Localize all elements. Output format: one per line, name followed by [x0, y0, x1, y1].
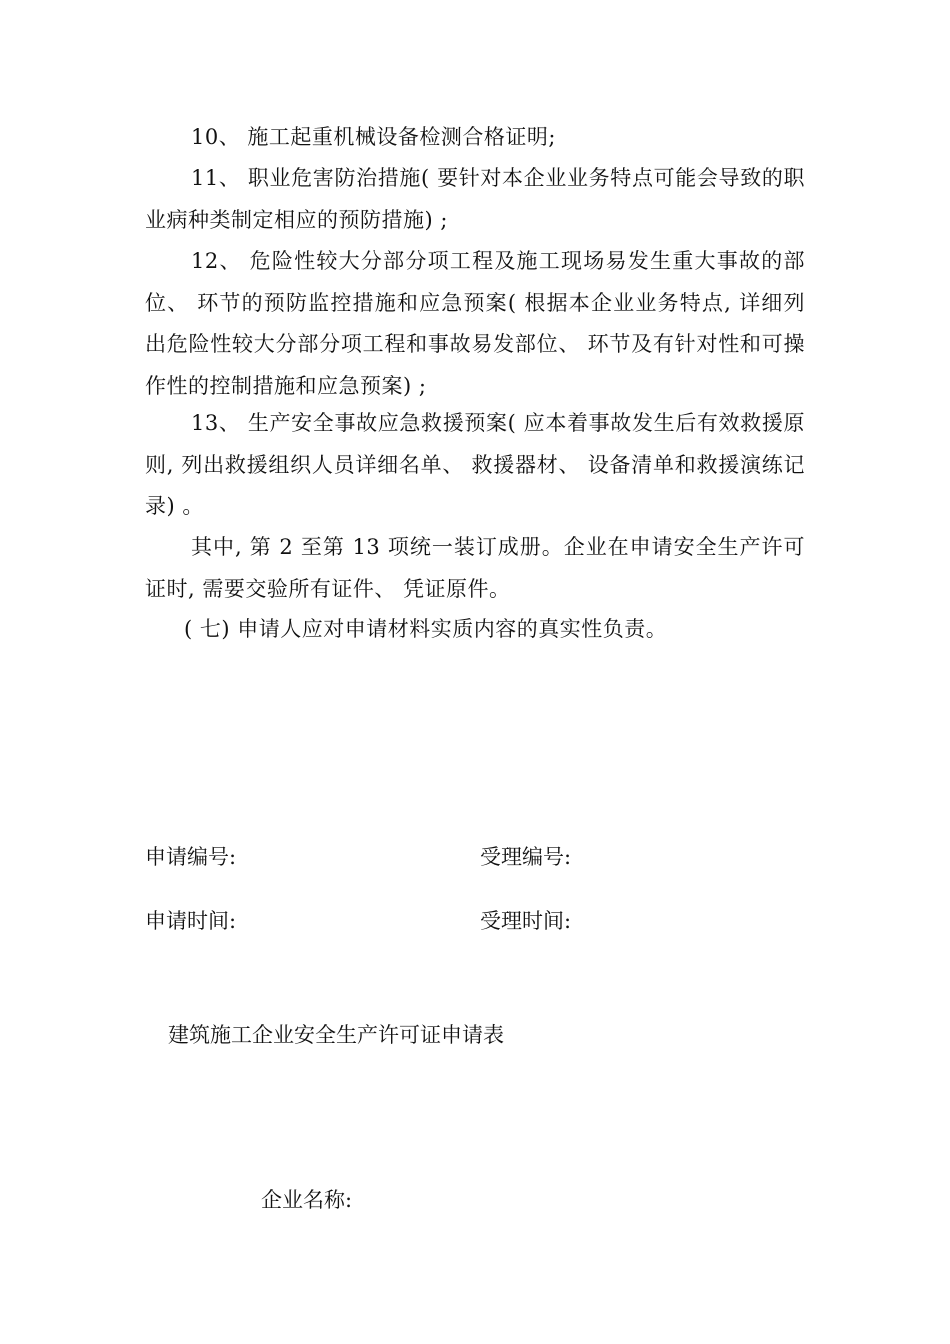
section-7-paragraph: ( 七) 申请人应对申请材料实质内容的真实性负责。: [184, 617, 668, 641]
acceptance-number-label: 受理编号:: [480, 845, 572, 869]
item-10: 10、 施工起重机械设备检测合格证明;: [191, 125, 556, 149]
company-name-label: 企业名称:: [261, 1188, 353, 1212]
item-13: 13、 生产安全事故应急救援预案( 应本着事故发生后有效救援原则, 列出救援组织人员详细名单、 救援器材、 设备清单和救援演练记录) 。: [145, 411, 805, 518]
acceptance-time-label: 受理时间:: [480, 909, 572, 933]
summary-paragraph: 其中, 第 2 至第 13 项统一装订成册。企业在申请安全生产许可证时, 需要交验所有证件、 凭证原件。: [145, 535, 805, 601]
application-number-label: 申请编号:: [145, 845, 237, 869]
item-11: 11、 职业危害防治措施( 要针对本企业业务特点可能会导致的职业病种类制定相应的预防措施) ;: [145, 166, 805, 232]
form-title: 建筑施工企业安全生产许可证申请表: [168, 1023, 504, 1047]
item-12: 12、 危险性较大分部分项工程及施工现场易发生重大事故的部位、 环节的预防监控措施和应急预案( 根据本企业业务特点, 详细列出危险性较大分部分项工程和事故易发部位、 环节及有针对性和可操作性的控制措施和应急预案) ;: [145, 249, 805, 398]
application-time-label: 申请时间:: [145, 909, 237, 933]
